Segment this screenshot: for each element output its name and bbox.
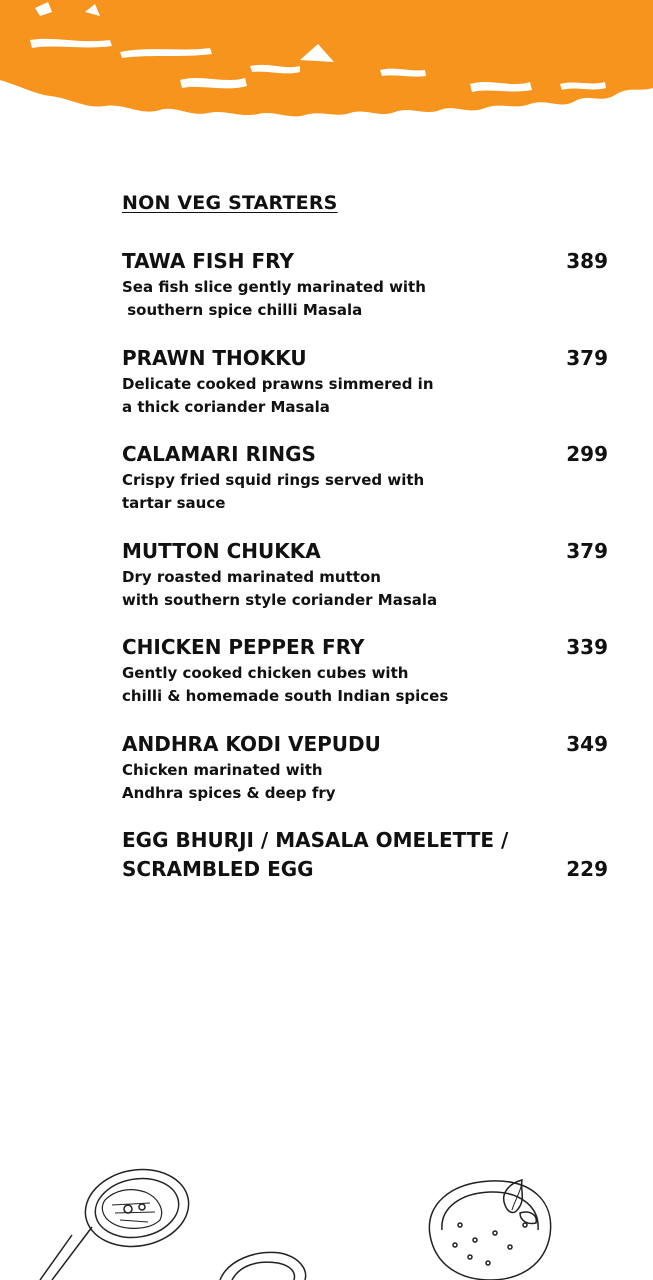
plate-illustration — [79, 1165, 195, 1254]
item-description: Chicken marinated with Andhra spices & deep fry — [122, 761, 336, 802]
item-name: TAWA FISH FRY — [122, 249, 294, 273]
brush-stroke-banner — [0, 0, 653, 130]
food-illustrations — [0, 1165, 653, 1280]
item-name: CHICKEN PEPPER FRY — [122, 635, 365, 659]
item-name: CALAMARI RINGS — [122, 442, 316, 466]
item-description: Sea fish slice gently marinated with southern spice chilli Masala — [122, 278, 426, 319]
item-price: 229 — [566, 857, 608, 881]
item-name: MUTTON CHUKKA — [122, 539, 321, 563]
menu-item — [122, 247, 612, 322]
item-description: Dry roasted marinated mutton with southern style coriander Masala — [122, 568, 438, 609]
menu-item — [122, 537, 612, 612]
menu-item — [122, 344, 612, 419]
item-price: 389 — [566, 249, 608, 273]
bowl-illustration — [429, 1180, 550, 1280]
chopsticks-illustration — [40, 1227, 92, 1280]
menu-item — [122, 440, 612, 515]
item-name: PRAWN THOKKU — [122, 346, 307, 370]
item-name: ANDHRA KODI VEPUDU — [122, 732, 381, 756]
item-description: Crispy fried squid rings served with tartar sauce — [122, 471, 425, 512]
item-description: Gently cooked chicken cubes with chilli & homemade south Indian spices — [122, 664, 449, 705]
item-price: 349 — [566, 732, 608, 756]
small-plate-illustration — [220, 1252, 306, 1280]
menu-item — [122, 633, 612, 708]
menu-item — [122, 730, 612, 805]
item-name: EGG BHURJI / MASALA OMELETTE / SCRAMBLED EGG — [122, 828, 509, 881]
item-price: 339 — [566, 635, 608, 659]
item-description: Delicate cooked prawns simmered in a thick coriander Masala — [122, 375, 434, 416]
item-price: 299 — [566, 442, 608, 466]
section-heading: NON VEG STARTERS — [122, 192, 338, 214]
menu-item — [122, 826, 612, 884]
item-price: 379 — [566, 539, 608, 563]
item-price: 379 — [566, 346, 608, 370]
